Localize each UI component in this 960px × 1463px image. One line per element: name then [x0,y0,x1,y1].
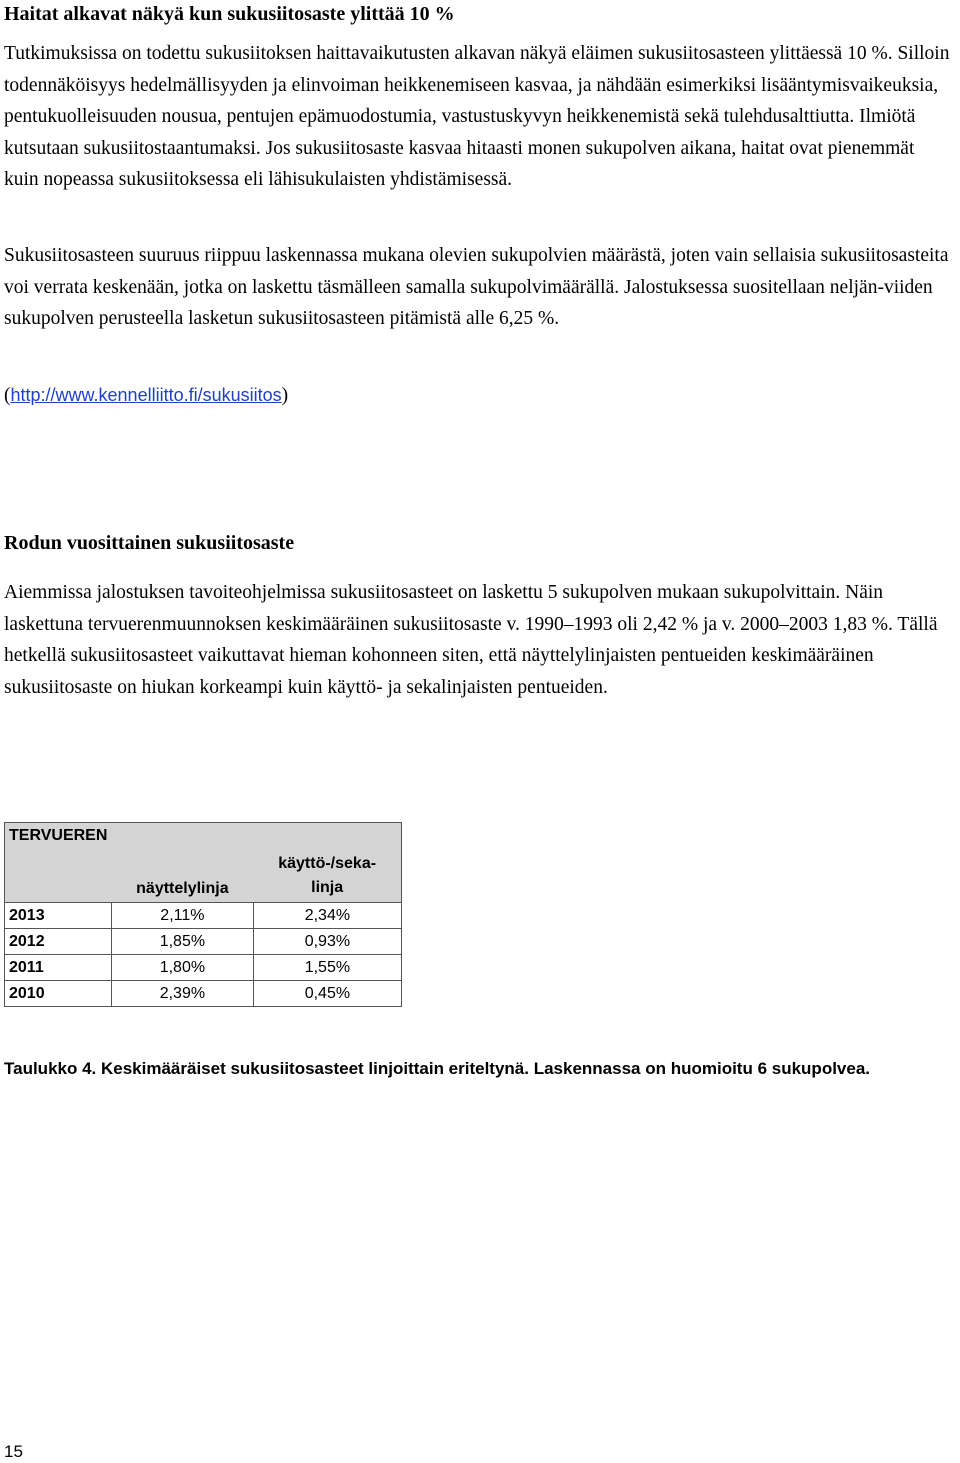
section-heading-yearly-inbreeding: Rodun vuosittainen sukusiitosaste [4,532,295,554]
table-cell-show-line: 2,39% [111,981,253,1007]
column-header-working-line-1: käyttö-/seka- [278,855,377,872]
table-title: TERVUEREN [9,827,108,844]
column-header-working-line-2: linja [311,879,344,896]
column-header-show-line: näyttelylinja [136,880,229,897]
page-number: 15 [4,1442,23,1461]
table-cell-working-line: 0,45% [253,981,401,1007]
paragraph-generation-count: Sukusiitosasteen suuruus riippuu laskennassa mukana olevien sukupolvien määrästä, joten vain sellaisia sukusiitosasteita voi verrata keskenään, jotka on laskettu täsmälleen samalla sukupolvimäärällä. Jalostuksessa suositellaan neljän-viiden sukupolven perusteella lasketun sukusiitosasteen pitämistä alle 6,25 %. [4,245,949,330]
link-open-paren: ( [4,385,11,406]
table-cell-year: 2013 [5,903,112,929]
paragraph-inbreeding-effects: Tutkimuksissa on todettu sukusiitoksen haittavaikutusten alkavan näkyä eläimen sukusiitosasteen ylittäessä 10 %. Silloin todennäköisyys hedelmällisyyden ja elinvoiman heikkenemiseen kasvaa, ja nähdään esimerkiksi lisääntymisvaikeuksia, pentukuolleisuuden nousua, pentujen epämuodostumia, vastustuskyvyn heikkenemistä sekä tulehdusalttiutta. Ilmiötä kutsutaan sukusiitostaantumaksi. Jos sukusiitosaste kasvaa hitaasti monen sukupolven aikana, haitat ovat pienemmät kuin nopeassa sukusiitoksessa eli lähisukulaisten yhdistämisessä. [4,43,950,191]
table-row [5,981,402,1007]
table-row [5,903,402,929]
table-row [5,955,402,981]
kennelliitto-link[interactable]: http://www.kennelliitto.fi/sukusiitos [10,385,282,405]
table-row [5,929,402,955]
table-cell-working-line: 2,34% [253,903,401,929]
table-cell-show-line: 1,80% [111,955,253,981]
table-cell-show-line: 1,85% [111,929,253,955]
section-heading-inbreeding-harm: Haitat alkavat näkyä kun sukusiitosaste ylittää 10 % [4,3,455,25]
table-cell-working-line: 0,93% [253,929,401,955]
table-header-show-line [111,823,253,903]
table-caption: Taulukko 4. Keskimääräiset sukusiitosasteet linjoittain eriteltynä. Laskennassa on huomioitu 6 sukupolvea. [4,1059,871,1078]
table-cell-show-line: 2,11% [111,903,253,929]
table-header-year-cell [5,823,112,903]
inbreeding-table [4,822,402,1007]
table-cell-year: 2011 [5,955,112,981]
source-link-line [4,380,288,411]
table-header-working-line [253,823,401,903]
table-cell-year: 2012 [5,929,112,955]
table-cell-year: 2010 [5,981,112,1007]
table-header-row [5,823,402,903]
paragraph-yearly-inbreeding: Aiemmissa jalostuksen tavoiteohjelmissa sukusiitosasteet on laskettu 5 sukupolven mukaan sukupolvittain. Näin laskettuna tervuerenmuunnoksen keskimääräinen sukusiitosaste v. 1990–1993 oli 2,42 % ja v. 2000–2003 1,83 %. Tällä hetkellä sukusiitosasteet vaikuttavat hieman kohonneen siten, että näyttelylinjaisten pentueiden keskimääräinen sukusiitosaste on hiukan korkeampi kuin käyttö- ja sekalinjaisten pentueiden. [4,582,938,698]
link-close-paren: ) [281,385,289,406]
table-cell-working-line: 1,55% [253,955,401,981]
